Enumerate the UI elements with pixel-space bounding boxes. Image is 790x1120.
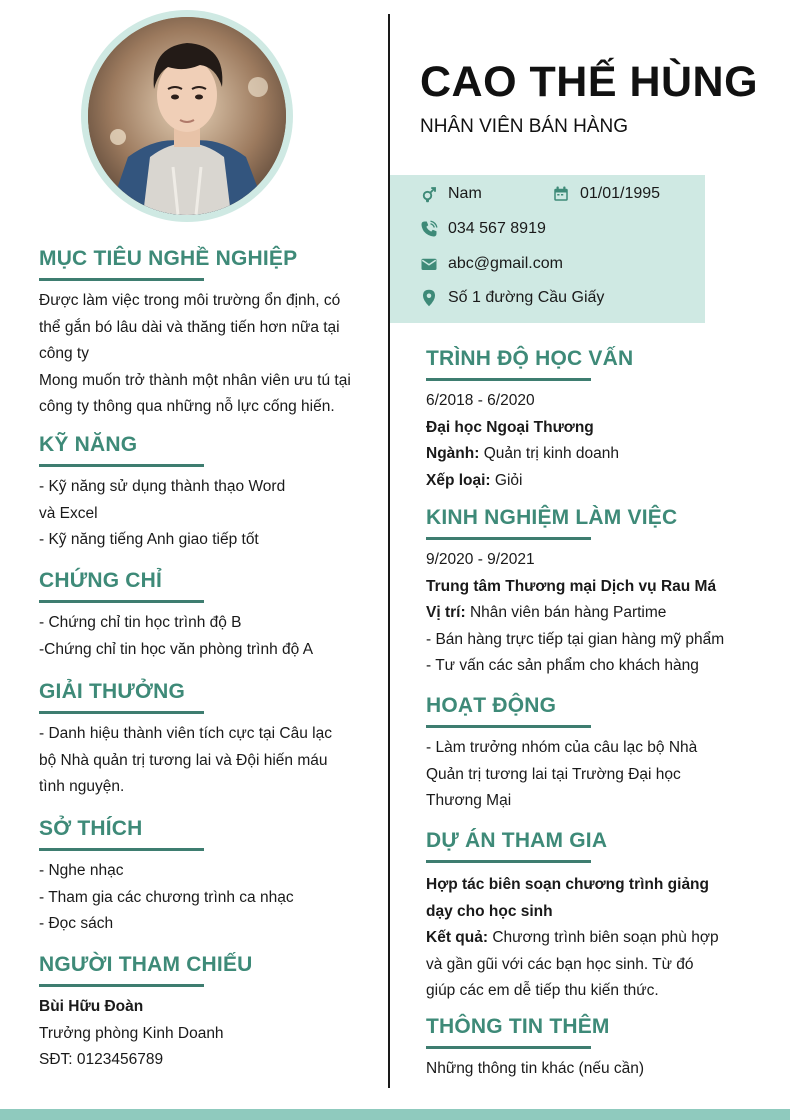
certificates-title: CHỨNG CHỈ [39, 569, 163, 592]
phone-icon [420, 220, 438, 238]
additional-title: THÔNG TIN THÊM [426, 1015, 610, 1038]
envelope-icon [420, 255, 438, 273]
section-certificates [39, 568, 379, 663]
additional-text: Những thông tin khác (nếu cần) [426, 1060, 645, 1077]
contact-address [420, 289, 604, 307]
email-value: abc@gmail.com [448, 255, 563, 272]
experience-company: Trung tâm Thương mại Dịch vụ Rau Má [426, 577, 717, 595]
reference-name: Bùi Hữu Đoàn [39, 998, 144, 1015]
contact-gender [420, 185, 482, 203]
contact-info-box [390, 175, 705, 323]
education-period: 6/2018 - 6/2020 [426, 392, 535, 409]
activities-text: - Làm trưởng nhóm của câu lạc bộ Nhà Quản trị tương lai tại Trường Đại học Thương Mại [426, 739, 698, 809]
experience-duty: - Bán hàng trực tiếp tại gian hàng mỹ phẩm [426, 630, 725, 648]
section-objective [39, 246, 379, 421]
projects-text: Hợp tác biên soạn chương trình giảng dạy cho học sinh Kết quả: Chương trình biên soạn phù hợp và gần gũi với các bạn học sinh. Từ đó giúp các em dễ tiếp thu kiến thức. [426, 872, 776, 1005]
section-underline [426, 860, 591, 863]
skills-text: - Kỹ năng sử dụng thành thạo Word và Excel - Kỹ năng tiếng Anh giao tiếp tốt [39, 478, 286, 548]
experience-position: Vị trí: Nhân viên bán hàng Partime [426, 604, 667, 621]
reference-position: Trưởng phòng Kinh Doanh [39, 1024, 224, 1042]
project-result: Kết quả: Chương trình biên soạn phù hợp [426, 929, 719, 946]
gender-icon [420, 185, 438, 203]
birthday-value: 01/01/1995 [580, 185, 661, 202]
section-underline [426, 725, 591, 728]
section-education [426, 346, 776, 494]
address-value: Số 1 đường Cầu Giấy [448, 289, 605, 306]
experience-text [426, 547, 786, 680]
education-title: TRÌNH ĐỘ HỌC VẤN [426, 347, 634, 370]
references-text [39, 994, 379, 1074]
objective-text: Được làm việc trong môi trường ổn định, có thể gắn bó lâu dài và thăng tiến hơn nữa tại công ty Mong muốn trở thành một nhân viên ưu tú tại công ty thông qua những nỗ lực cống hiến. [39, 292, 351, 415]
section-underline [39, 848, 204, 851]
section-activities [426, 693, 776, 815]
education-school: Đại học Ngoại Thương [426, 418, 594, 436]
section-underline [426, 378, 591, 381]
section-references [39, 952, 379, 1074]
avatar [81, 10, 293, 222]
job-title: NHÂN VIÊN BÁN HÀNG [420, 116, 628, 137]
objective-title: MỤC TIÊU NGHỀ NGHIỆP [39, 247, 298, 270]
projects-title: DỰ ÁN THAM GIA [426, 829, 608, 852]
awards-text: - Danh hiệu thành viên tích cực tại Câu lạc bộ Nhà quản trị tương lai và Đội hiến máu tình nguyện. [39, 725, 332, 795]
experience-title: KINH NGHIỆM LÀM VIỆC [426, 506, 678, 529]
section-underline [39, 984, 204, 987]
gender-value: Nam [448, 185, 482, 202]
references-title: NGƯỜI THAM CHIẾU [39, 953, 253, 976]
hobbies-text: - Nghe nhạc - Tham gia các chương trình ca nhạc - Đọc sách [39, 862, 294, 932]
section-projects [426, 828, 776, 1005]
bottom-accent-bar [0, 1109, 790, 1120]
candidate-name: CAO THẾ HÙNG [420, 58, 759, 106]
section-awards [39, 679, 379, 801]
section-skills [39, 432, 379, 554]
hobbies-title: SỞ THÍCH [39, 817, 143, 840]
section-hobbies [39, 816, 379, 938]
phone-value: 034 567 8919 [448, 220, 546, 237]
avatar-photo [88, 17, 286, 215]
section-underline [39, 711, 204, 714]
calendar-icon [552, 185, 570, 203]
contact-email [420, 255, 563, 273]
activities-title: HOẠT ĐỘNG [426, 694, 557, 717]
certificates-text: - Chứng chỉ tin học trình độ B -Chứng chỉ tin học văn phòng trình độ A [39, 614, 314, 658]
awards-title: GIẢI THƯỞNG [39, 680, 186, 703]
person-portrait-icon [88, 17, 286, 215]
education-major: Ngành: Quản trị kinh doanh [426, 445, 619, 462]
reference-phone: SĐT: 0123456789 [39, 1051, 164, 1068]
section-experience [426, 505, 786, 680]
education-text [426, 388, 776, 494]
section-underline [39, 464, 204, 467]
section-underline [39, 600, 204, 603]
location-pin-icon [420, 289, 438, 307]
education-grade: Xếp loại: Giỏi [426, 471, 523, 489]
experience-period: 9/2020 - 9/2021 [426, 551, 535, 568]
section-underline [39, 278, 204, 281]
contact-phone [420, 220, 546, 238]
section-additional [426, 1014, 776, 1083]
skills-title: KỸ NĂNG [39, 433, 138, 456]
section-underline [426, 537, 591, 540]
contact-birthday [552, 185, 660, 203]
section-underline [426, 1046, 591, 1049]
experience-duty: - Tư vấn các sản phẩm cho khách hàng [426, 657, 699, 674]
